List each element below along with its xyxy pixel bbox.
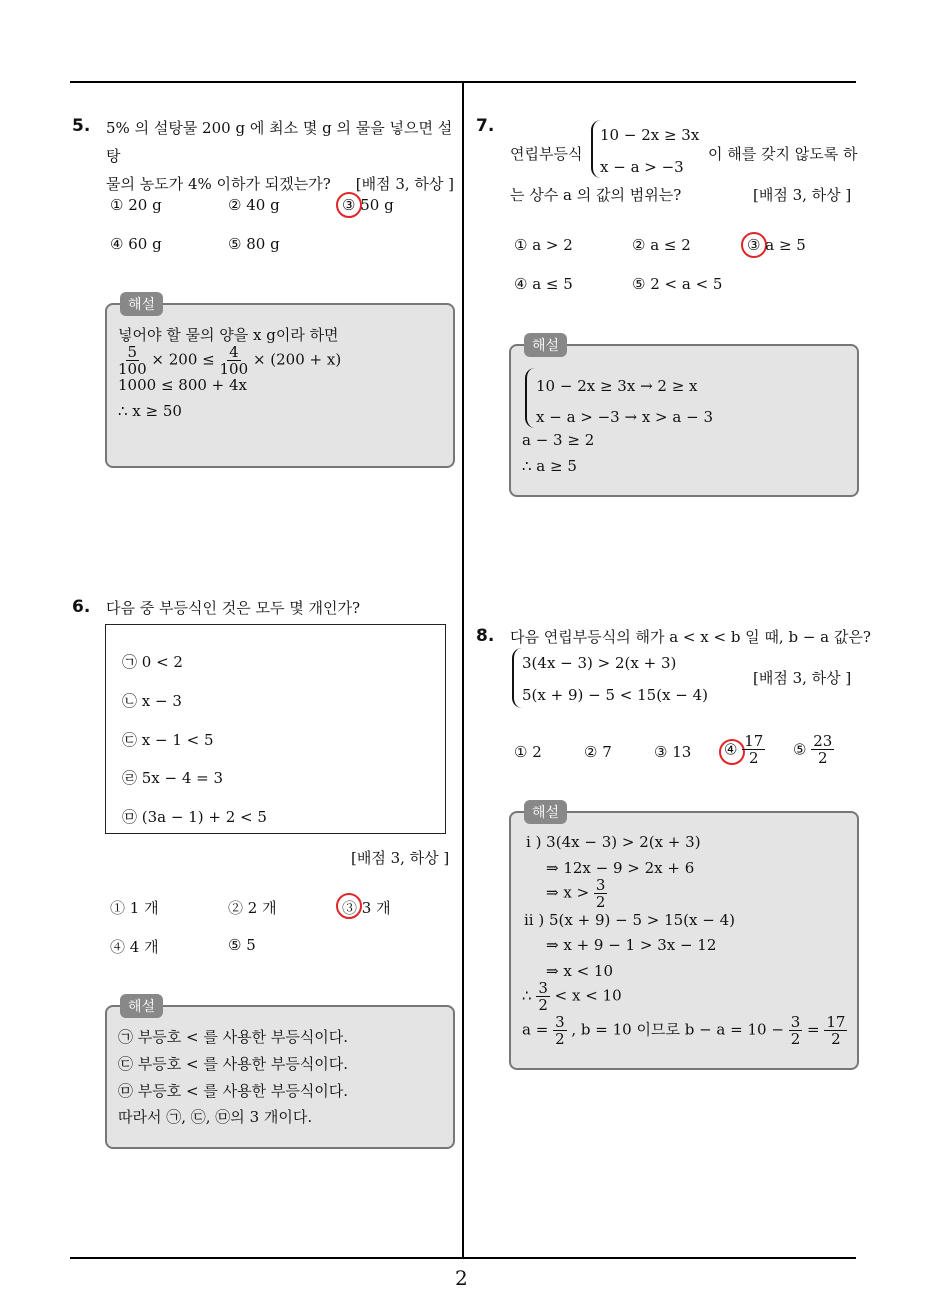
q6-item-5: ㉤ (3a − 1) + 2 < 5 xyxy=(122,808,267,826)
q7-option-5[interactable]: ⑤ 2 < a < 5 xyxy=(632,275,723,293)
q6-option-3-mark: ③ xyxy=(342,899,358,917)
q8-question: 다음 연립부등식의 해가 a < x < b 일 때, b − a 값은? xyxy=(510,628,871,646)
denominator: 2 xyxy=(790,1030,801,1048)
numerator: 3 xyxy=(555,1013,565,1031)
q8-option-1[interactable]: ① 2 xyxy=(514,743,542,761)
fraction xyxy=(594,877,608,910)
q5-sol-line1: 넣어야 할 물의 양을 x g이라 하면 xyxy=(118,326,339,344)
q5-sol-line2 xyxy=(118,344,341,377)
q5-number: 5. xyxy=(72,116,91,136)
q7-option-3-label: a ≥ 5 xyxy=(765,236,806,254)
q7-sol-line3: a − 3 ≥ 2 xyxy=(522,431,595,449)
q7-post: 이 해를 갖지 않도록 하 xyxy=(708,145,858,163)
sol-text: ⇒ x > xyxy=(546,883,590,902)
q7-sol-line4: ∴ a ≥ 5 xyxy=(522,457,577,475)
fraction xyxy=(811,733,834,766)
sol-text: × 200 ≤ xyxy=(151,350,215,369)
numerator: 3 xyxy=(790,1013,801,1031)
q8-score: [배점 3, 하상 ] xyxy=(753,669,852,687)
q6-option-3[interactable] xyxy=(342,897,391,918)
q6-sol-line1: ㉠ 부등호 < 를 사용한 부등식이다. xyxy=(118,1028,349,1046)
denominator: 2 xyxy=(555,1030,565,1048)
q7-number: 7. xyxy=(476,116,495,136)
q6-item-2: ㉡ x − 3 xyxy=(122,692,182,710)
q8-number: 8. xyxy=(476,626,495,646)
fraction xyxy=(118,344,147,377)
denominator: 2 xyxy=(818,749,828,767)
sol-text: a = xyxy=(522,1020,549,1039)
numerator: 17 xyxy=(826,1013,846,1031)
q5-option-3-mark: ③ xyxy=(342,196,356,214)
q7-option-1[interactable]: ① a > 2 xyxy=(514,236,573,254)
q8-sys-1: 3(4x − 3) > 2(x + 3) xyxy=(522,654,677,672)
q5-option-3-label: 50 g xyxy=(360,196,394,214)
sol-text: ∴ xyxy=(522,986,532,1005)
q6-option-4[interactable]: ④ 4 개 xyxy=(110,938,159,956)
fraction xyxy=(220,344,249,377)
q6-score: [배점 3, 하상 ] xyxy=(351,849,450,867)
q8-sol-line7 xyxy=(522,980,622,1013)
sol-text: < x < 10 xyxy=(554,986,622,1005)
sol-text: , b = 10 이므로 b − a = 10 − xyxy=(571,1020,784,1039)
q5-sol-line3: 1000 ≤ 800 + 4x xyxy=(118,376,248,394)
q7-sol-line1: 10 − 2x ≥ 3x → 2 ≥ x xyxy=(536,377,698,395)
q6-item-1: ㉠ 0 < 2 xyxy=(122,653,183,671)
q5-question xyxy=(106,114,456,198)
q8-sol-line2: ⇒ 12x − 9 > 2x + 6 xyxy=(546,859,695,877)
q5-option-4[interactable]: ④ 60 g xyxy=(110,235,162,253)
q5-score: [배점 3, 하상 ] xyxy=(355,175,454,193)
q5-option-3[interactable] xyxy=(342,196,394,214)
q6-sol-line3: ㉤ 부등호 < 를 사용한 부등식이다. xyxy=(118,1082,349,1100)
q7-score: [배점 3, 하상 ] xyxy=(753,186,852,204)
denominator: 2 xyxy=(595,893,606,911)
q8-option-5[interactable] xyxy=(793,733,834,766)
q7-option-4[interactable]: ④ a ≤ 5 xyxy=(514,275,573,293)
system-brace xyxy=(512,648,522,708)
numerator: 17 xyxy=(744,732,764,750)
q5-line1: 5% 의 설탕물 200 g 에 최소 몇 g 의 물을 넣으면 설탕 xyxy=(106,119,453,165)
q7-line2: 는 상수 a 의 값의 범위는? xyxy=(510,186,682,204)
q5-solution-tag: 해설 xyxy=(120,292,163,316)
q7-sys-1: 10 − 2x ≥ 3x xyxy=(600,126,700,144)
q8-option-5-mark: ⑤ xyxy=(793,740,807,759)
q6-number: 6. xyxy=(72,597,91,617)
fraction xyxy=(536,980,550,1013)
q6-option-3-label: 3 개 xyxy=(361,899,391,917)
denominator: 2 xyxy=(749,749,759,767)
q6-item-3: ㉢ x − 1 < 5 xyxy=(122,731,214,749)
denominator: 100 xyxy=(219,360,249,378)
fraction xyxy=(824,1014,847,1047)
q8-option-4-mark: ④ xyxy=(724,740,738,759)
fraction xyxy=(742,733,765,766)
q7-sys-2: x − a > −3 xyxy=(600,158,684,176)
q8-sol-line3 xyxy=(546,877,607,910)
fraction xyxy=(789,1014,803,1047)
sol-text: = xyxy=(807,1020,820,1039)
denominator: 2 xyxy=(538,996,548,1014)
bottom-rule xyxy=(70,1257,856,1259)
page-number: 2 xyxy=(455,1266,468,1290)
q8-sol-line6: ⇒ x < 10 xyxy=(546,962,613,980)
numerator: 4 xyxy=(229,343,239,361)
numerator: 3 xyxy=(538,979,548,997)
q6-question: 다음 중 부등식인 것은 모두 몇 개인가? xyxy=(106,599,361,617)
q6-solution-tag: 해설 xyxy=(120,994,163,1018)
q6-option-1[interactable]: ① 1 개 xyxy=(110,899,159,917)
q5-sol-line4: ∴ x ≥ 50 xyxy=(118,402,182,420)
q5-option-2[interactable]: ② 40 g xyxy=(228,196,280,214)
system-brace xyxy=(525,368,535,428)
q6-sol-line4: 따라서 ㉠, ㉢, ㉤의 3 개이다. xyxy=(118,1108,313,1126)
q7-pre: 연립부등식 xyxy=(510,145,583,163)
sol-text: × (200 + x) xyxy=(252,350,342,369)
q8-option-2[interactable]: ② 7 xyxy=(584,743,612,761)
q7-sol-line2: x − a > −3 → x > a − 3 xyxy=(536,408,713,426)
denominator: 100 xyxy=(118,360,147,378)
numerator: 3 xyxy=(595,876,606,894)
q7-option-2[interactable]: ② a ≤ 2 xyxy=(632,236,691,254)
q8-sol-line4: ii ) 5(x + 9) − 5 > 15(x − 4) xyxy=(524,911,735,929)
fraction xyxy=(553,1014,567,1047)
q7-option-3-mark: ③ xyxy=(747,236,761,254)
denominator: 2 xyxy=(831,1030,841,1048)
q8-sol-line8 xyxy=(522,1014,847,1047)
q7-solution-tag: 해설 xyxy=(524,333,567,357)
q8-sys-2: 5(x + 9) − 5 < 15(x − 4) xyxy=(522,686,709,704)
q7-option-3[interactable] xyxy=(747,236,806,254)
column-divider xyxy=(462,83,464,1258)
q5-line2: 물의 농도가 4% 이하가 되겠는가? xyxy=(106,175,331,193)
q6-option-2[interactable]: ② 2 개 xyxy=(228,899,277,917)
q8-sol-line5: ⇒ x + 9 − 1 > 3x − 12 xyxy=(546,936,717,954)
q6-option-5[interactable]: ⑤ 5 xyxy=(228,936,256,954)
q8-sol-line1: i ) 3(4x − 3) > 2(x + 3) xyxy=(526,833,701,851)
q8-option-3[interactable]: ③ 13 xyxy=(654,743,692,761)
numerator: 23 xyxy=(813,732,833,750)
q8-option-4[interactable] xyxy=(724,733,765,766)
q8-solution-tag: 해설 xyxy=(524,800,567,824)
numerator: 5 xyxy=(127,343,138,361)
q6-item-4: ㉣ 5x − 4 = 3 xyxy=(122,769,224,787)
q5-option-1[interactable]: ① 20 g xyxy=(110,196,162,214)
q6-sol-line2: ㉢ 부등호 < 를 사용한 부등식이다. xyxy=(118,1055,349,1073)
q5-option-5[interactable]: ⑤ 80 g xyxy=(228,235,280,253)
